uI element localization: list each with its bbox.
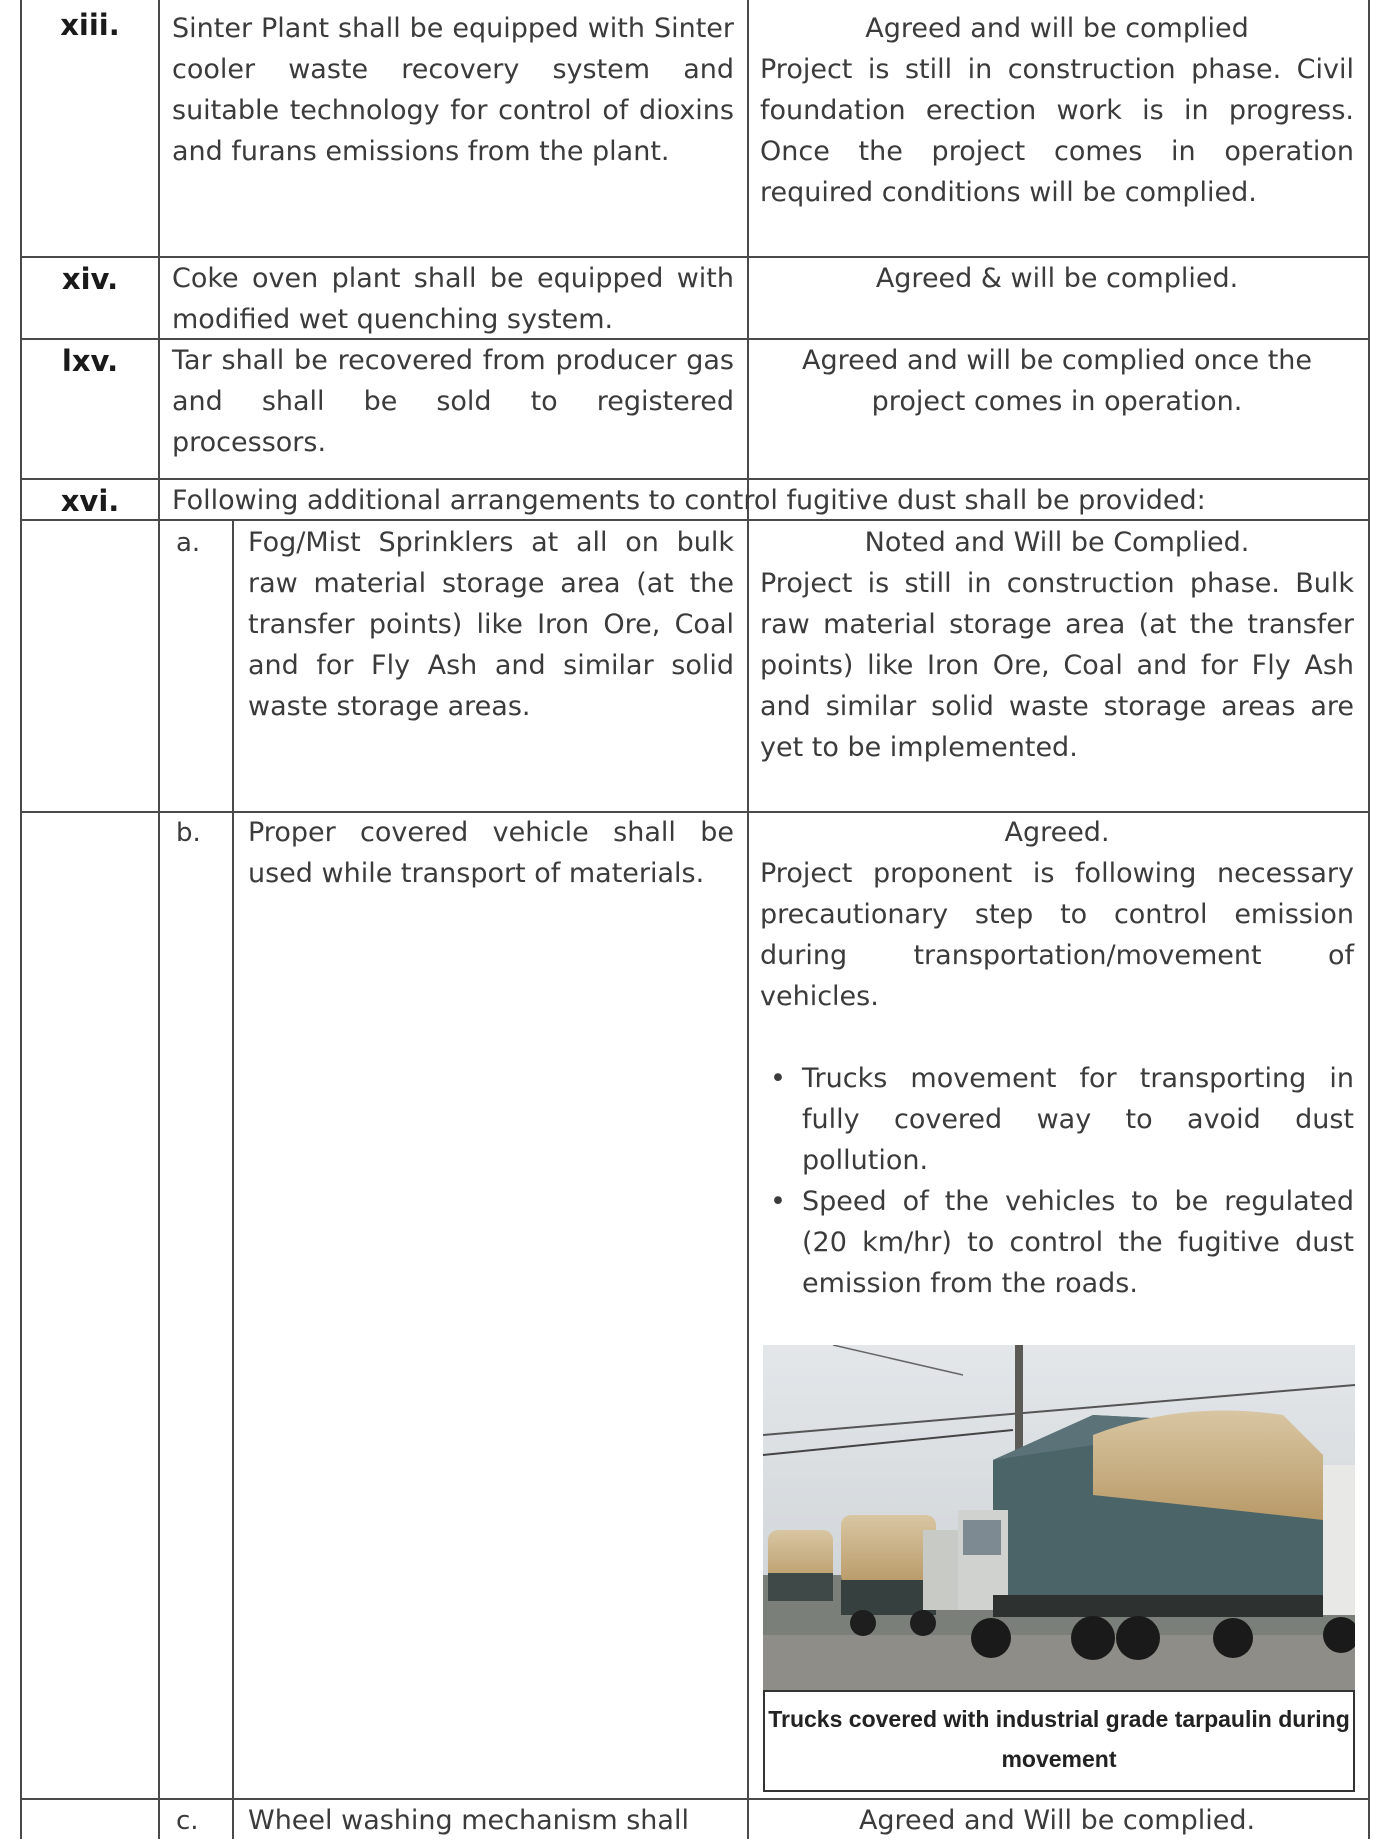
status-text: Project proponent is following necessary precautionary step to control emission during transportation/movement of vehicles. [760,858,1354,1012]
column-divider [747,0,749,519]
row-number: xvi. [60,484,120,518]
status-heading: Agreed & will be complied. [875,263,1239,294]
condition-text: Wheel washing mechanism shall [248,1805,689,1836]
sub-item-letter: a. [176,528,201,558]
row-number: lxv. [61,344,119,378]
row-number: xiv. [61,262,119,296]
status-heading: Agreed. [1004,817,1110,848]
bullet-list [760,1058,1354,1304]
condition-text: Proper covered vehicle shall be used while transport of materials. [248,817,734,889]
bullet-item [760,1181,1354,1304]
photo-caption: Trucks covered with industrial grade tarpaulin during movement [768,1706,1350,1772]
status-heading: Agreed and will be complied [865,13,1249,44]
condition-text: Tar shall be recovered from producer gas and shall be sold to registered processors. [172,345,734,458]
column-divider [232,519,234,1839]
bullet-icon: • [770,1186,786,1217]
status-heading: Noted and Will be Complied. [864,527,1250,558]
trucks-photo [763,1345,1355,1690]
status-text: Project is still in construction phase. Bulk raw material storage area (at the transfer points) like Iron Ore, Coal and for Fly Ash and similar solid waste storage areas are yet to be implemented. [760,568,1354,763]
column-divider [747,519,749,1839]
sub-item-letter: b. [176,818,201,848]
condition-text: Coke oven plant shall be equipped with modified wet quenching system. [172,263,734,335]
condition-text: Following additional arrangements to control fugitive dust shall be provided: [172,485,1206,516]
column-divider [158,0,160,1839]
bullet-icon: • [770,1063,786,1094]
bullet-item [760,1058,1354,1181]
bullet-text: Trucks movement for transporting in fully covered way to avoid dust pollution. [802,1063,1354,1176]
status-heading: Agreed and will be complied once the project comes in operation. [801,345,1313,417]
status-heading: Agreed and Will be complied. [858,1805,1256,1836]
column-divider [20,0,22,1839]
bullet-text: Speed of the vehicles to be regulated (20 km/hr) to control the fugitive dust emission from the roads. [802,1186,1354,1299]
photo-caption-box [763,1690,1355,1792]
condition-text: Sinter Plant shall be equipped with Sinter cooler waste recovery system and suitable technology for control of dioxins and furans emissions from the plant. [172,13,734,167]
status-text: Project is still in construction phase. Civil foundation erection work is in progress. Once the project comes in operation required conditions will be complied. [760,54,1354,208]
trucks-photo-image [763,1345,1355,1690]
condition-text: Fog/Mist Sprinklers at all on bulk raw material storage area (at the transfer points) like Iron Ore, Coal and for Fly Ash and similar solid waste storage areas. [248,527,734,722]
row-number: xiii. [60,8,120,42]
column-divider [1368,0,1370,1839]
sub-item-letter: c. [176,1806,199,1836]
